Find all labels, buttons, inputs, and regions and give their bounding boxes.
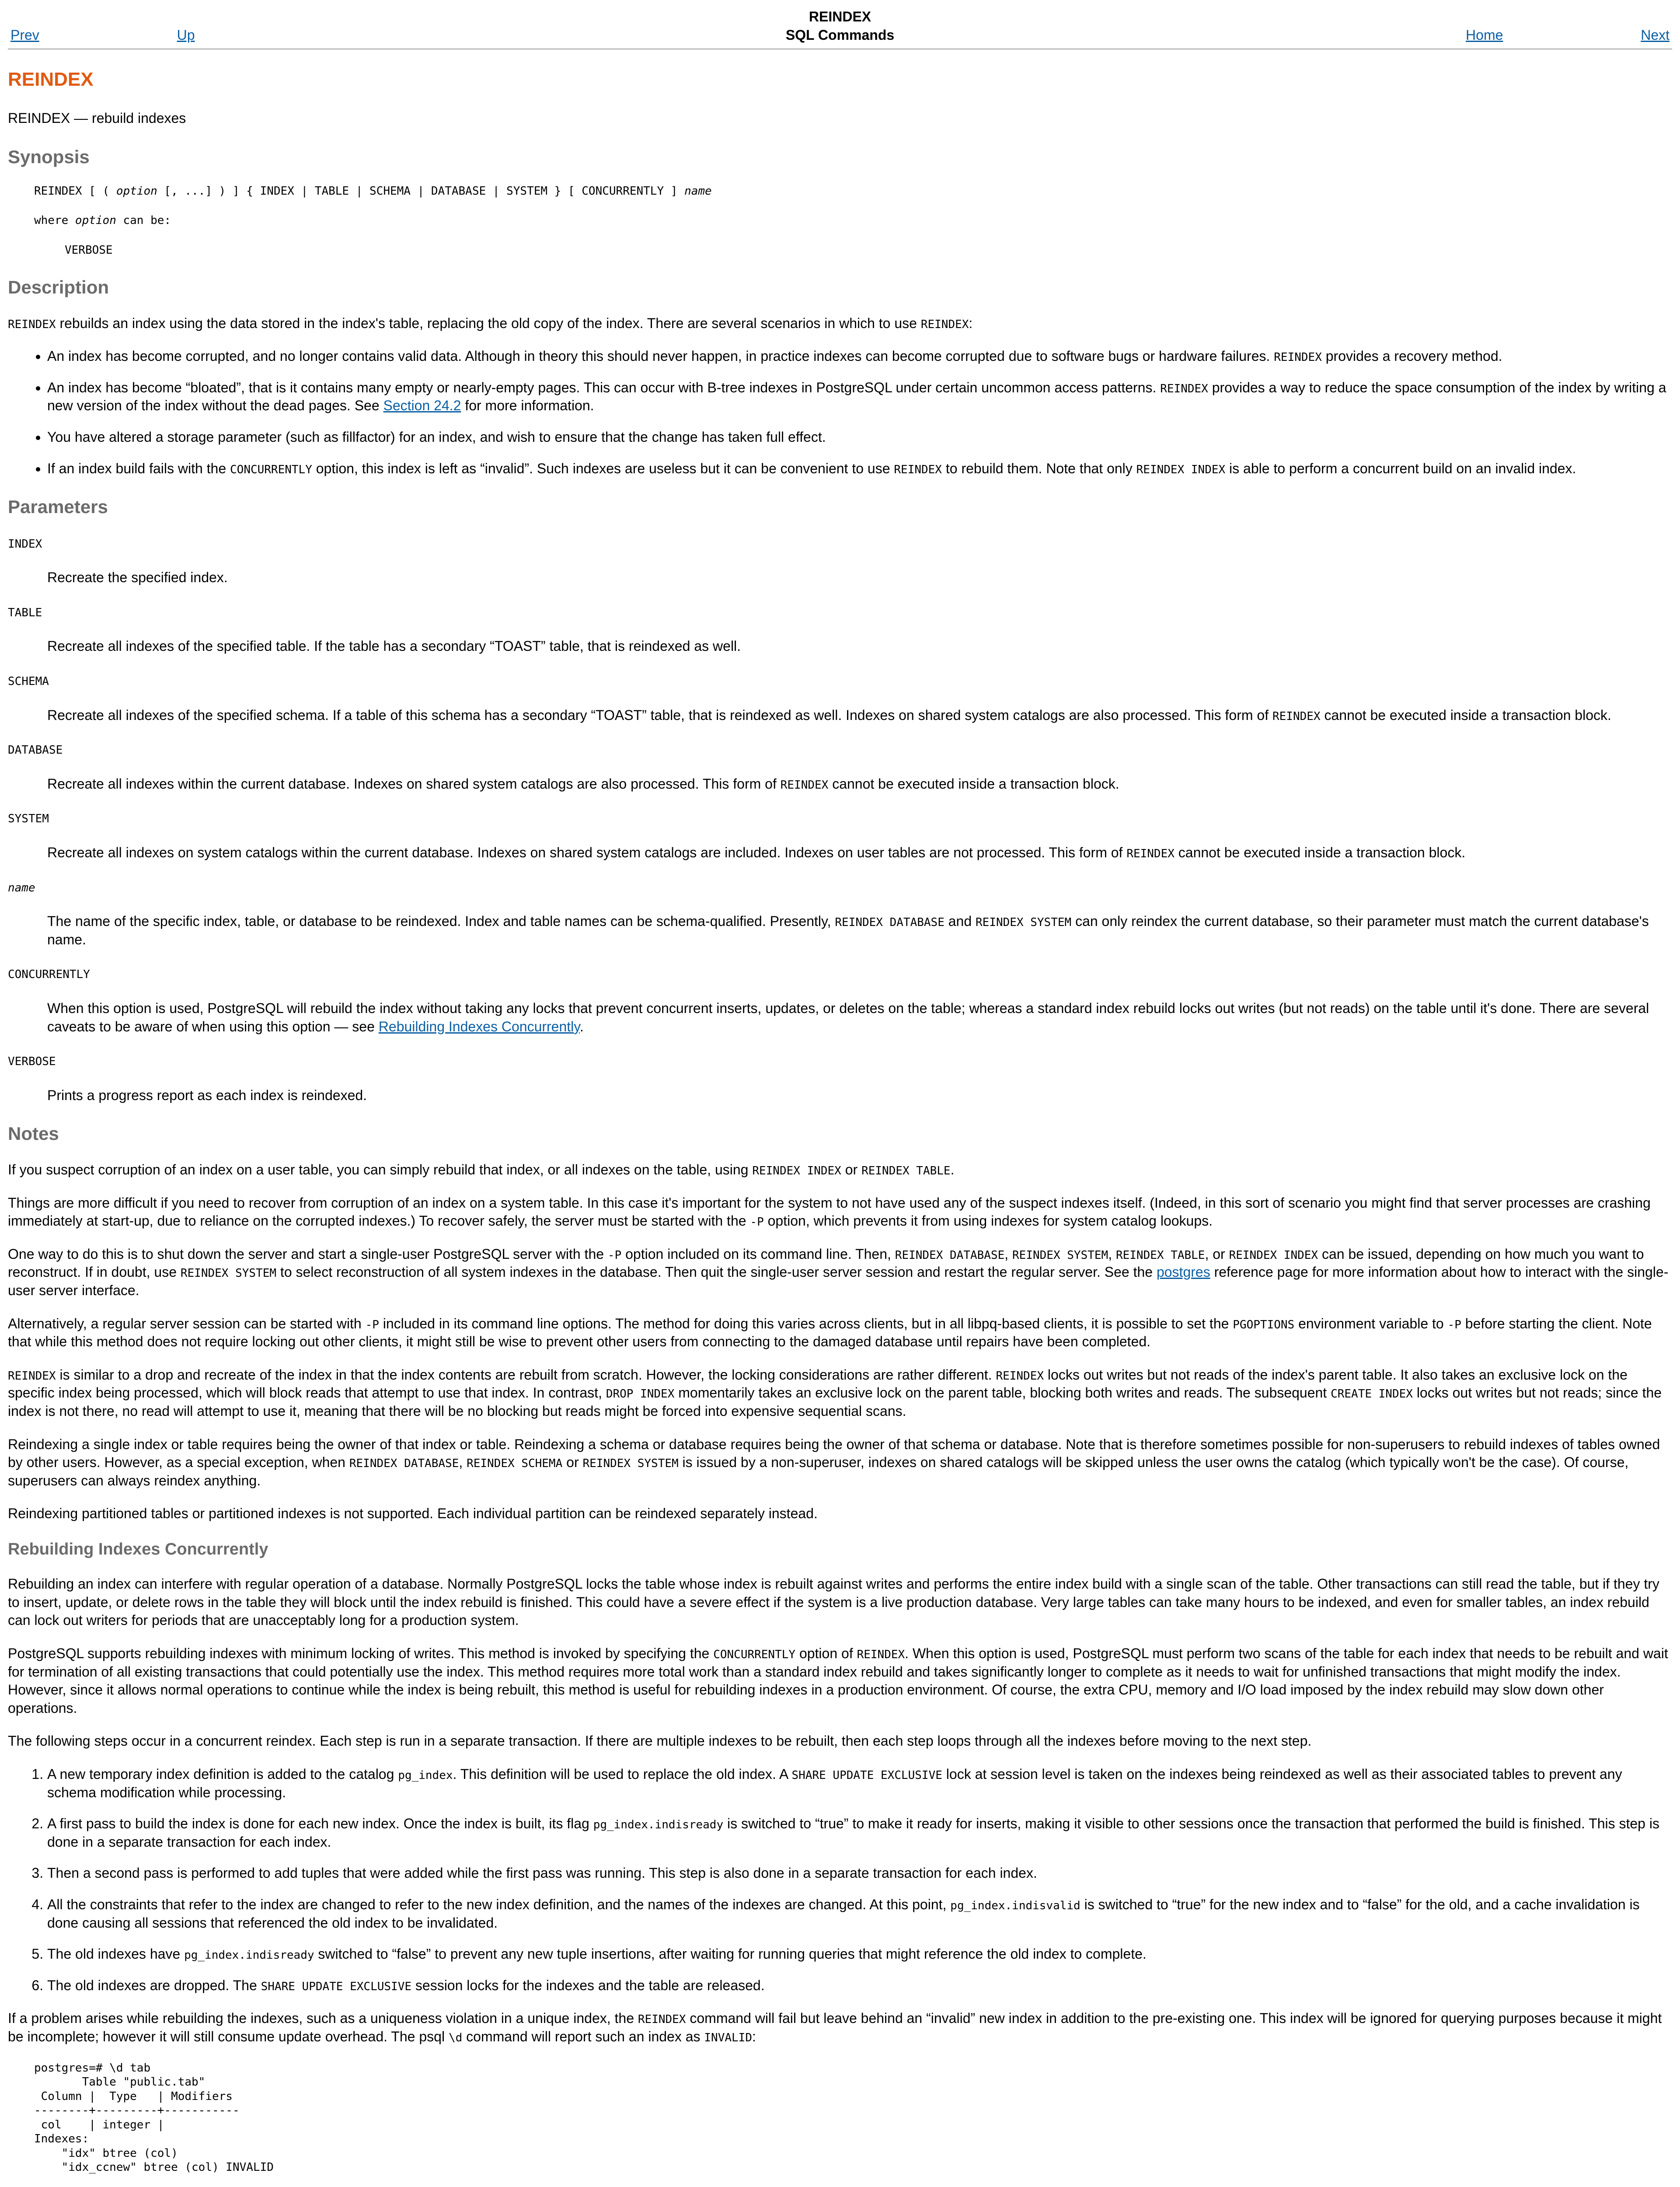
- synopsis-line: REINDEX [ ( option [, ...] ) ] { INDEX | TABLE | SCHEMA | DATABASE | SYSTEM } [ CONCURRENTLY ] name: [34, 184, 712, 198]
- param-desc-table: Recreate all indexes of the specified table. If the table has a secondary “TOAST” table, that is reindexed as well.: [47, 638, 741, 654]
- scenario-list: [8, 347, 1672, 478]
- param-term-system: SYSTEM: [8, 812, 49, 826]
- refname: REINDEX — rebuild indexes: [8, 110, 186, 126]
- concurrent-paragraph: PostgreSQL supports rebuilding indexes with minimum locking of writes. This method is invoked by specifying the CONCURRENTLY option of REINDEX. When this option is used, PostgreSQL must perform two scans of the table for each index that needs to be rebuilt and wait for termination of all existing transactions that could potentially use the index. This method requires more total work than a standard index rebuild and takes significantly longer to complete as it needs to wait for unfinished transactions that might modify the index. However, since it allows normal operations to continue while the index is being rebuilt, this method is useful for rebuilding indexes in a production environment. Of course, the extra CPU, memory and I/O load imposed by the index rebuild may slow down other operations.: [8, 1645, 1668, 1716]
- concurrent-paragraph: The following steps occur in a concurrent reindex. Each step is run in a separate transaction. If there are multiple indexes to be rebuilt, then each step loops through all the indexes before moving to the next step.: [8, 1733, 1312, 1749]
- description-intro: REINDEX rebuilds an index using the data stored in the index's table, replacing the old copy of the index. There are several scenarios in which to use REINDEX:: [8, 315, 973, 331]
- param-desc-database: Recreate all indexes within the current database. Indexes on shared system catalogs are also processed. This form of REINDEX cannot be executed inside a transaction block.: [47, 776, 1119, 792]
- notes-paragraph: Alternatively, a regular server session can be started with -P included in its command line options. The method for doing this varies across clients, but in all libpq-based clients, it is possible to set the PGOPTIONS environment variable to -P before starting the client. Note that while this method does not require locking out other clients, it might still be wise to prevent other users from connecting to the damaged database until repairs have been completed.: [8, 1315, 1652, 1350]
- section-24-2-link[interactable]: Section 24.2: [383, 398, 461, 414]
- param-desc-name: The name of the specific index, table, or database to be reindexed. Index and table names can be schema-qualified. Presently, REINDEX DATABASE and REINDEX SYSTEM can only reindex the current database, so their parameter must match the current database's name.: [47, 913, 1649, 947]
- param-desc-schema: Recreate all indexes of the specified schema. If a table of this schema has a secondary “TOAST” table, that is reindexed as well. Indexes on shared system catalogs are also processed. This form of REINDEX cannot be executed inside a transaction block.: [47, 707, 1611, 723]
- notes-paragraph: Reindexing partitioned tables or partitioned indexes is not supported. Each individual partition can be reindexed separately instead.: [8, 1506, 818, 1522]
- page-title: REINDEX: [8, 69, 94, 91]
- list-item: • If an index build fails with the CONCURRENTLY option, this index is left as “invalid”. Such indexes are useless but it can be convenient to use REINDEX to rebuild them. Note that only REINDEX INDEX is able to perform a concurrent build on an invalid index.: [47, 460, 1672, 478]
- list-item: 3. Then a second pass is performed to add tuples that were added while the first pass was running. This step is also done in a separate transaction for each index.: [47, 1864, 1672, 1883]
- param-desc-concurrently: When this option is used, PostgreSQL will rebuild the index without taking any locks that prevent concurrent inserts, updates, or deletes on the table; whereas a standard index rebuild locks out writes (but not reads) on the table until it's done. There are several caveats to be aware of when using this option — see Rebuilding Indexes Concurrently.: [47, 1000, 1649, 1034]
- param-term-schema: SCHEMA: [8, 675, 49, 688]
- parameters-heading: Parameters: [8, 496, 108, 517]
- synopsis-block: [34, 184, 1672, 258]
- param-term-table: TABLE: [8, 606, 42, 619]
- notes-paragraph: If you suspect corruption of an index on a user table, you can simply rebuild that index, or all indexes on the table, using REINDEX INDEX or REINDEX TABLE.: [8, 1161, 955, 1177]
- prev-link[interactable]: Prev: [10, 27, 39, 43]
- next-link[interactable]: Next: [1641, 27, 1670, 43]
- synopsis-verbose: VERBOSE: [65, 244, 113, 257]
- param-term-database: DATABASE: [8, 744, 63, 757]
- concurrent-paragraph: If a problem arises while rebuilding the indexes, such as a uniqueness violation in a unique index, the REINDEX command will fail but leave behind an “invalid” new index in addition to the pre-existing one. This index will be ignored for querying purposes because it might be incomplete; however it will still consume update overhead. The psql \d command will report such an index as INVALID:: [8, 2010, 1662, 2044]
- header-subtitle: SQL Commands: [785, 27, 895, 43]
- notes-paragraph: Reindexing a single index or table requires being the owner of that index or table. Reindexing a schema or database requires being the owner of that schema or database. Note that is therefore sometimes possible for non-superusers to rebuild indexes of tables owned by other users. However, as a special exception, when REINDEX DATABASE, REINDEX SCHEMA or REINDEX SYSTEM is issued by a non-superuser, indexes on shared catalogs will be skipped unless the user owns the catalog (which typically won't be the case). Of course, superusers can always reindex anything.: [8, 1436, 1660, 1488]
- notes-paragraph: One way to do this is to shut down the server and start a single-user PostgreSQL server with the -P option included on its command line. Then, REINDEX DATABASE, REINDEX SYSTEM, REINDEX TABLE, or REINDEX INDEX can be issued, depending on how much you want to reconstruct. If in doubt, use REINDEX SYSTEM to select reconstruction of all system indexes in the database. Then quit the single-user server session and restart the regular server. See the postgres reference page for more information about how to interact with the single-user server interface.: [8, 1246, 1669, 1298]
- list-item: 4. All the constraints that refer to the index are changed to refer to the new index definition, and the names of the indexes are changed. At this point, pg_index.indisvalid is switched to “true” for the new index and to “false” for the old, and a cache invalidation is done causing all sessions that referenced the old index to be invalidated.: [47, 1896, 1672, 1932]
- list-item: 6. The old indexes are dropped. The SHARE UPDATE EXCLUSIVE session locks for the indexes and the table are released.: [47, 1977, 1672, 1995]
- synopsis-where: where option can be:: [34, 214, 171, 227]
- param-term-name: name: [8, 881, 35, 894]
- rebuilding-concurrently-link[interactable]: Rebuilding Indexes Concurrently: [378, 1018, 580, 1034]
- top-navigation: [8, 8, 1672, 44]
- description-heading: Description: [8, 276, 109, 297]
- notes-paragraph: REINDEX is similar to a drop and recreate of the index in that the index contents are rebuilt from scratch. However, the locking considerations are rather different. REINDEX locks out writes but not reads of the index's parent table. It also takes an exclusive lock on the specific index being processed, which will block reads that attempt to use that index. In contrast, DROP INDEX momentarily takes an exclusive lock on the parent table, blocking both writes and reads. The subsequent CREATE INDEX locks out writes but not reads; since the index is not there, no read will attempt to use it, meaning that there will be no blocking but reads might be forced into expensive sequential scans.: [8, 1366, 1662, 1419]
- param-desc-verbose: Prints a progress report as each index is reindexed.: [47, 1087, 367, 1103]
- concurrent-heading: Rebuilding Indexes Concurrently: [8, 1540, 268, 1558]
- up-link[interactable]: Up: [177, 27, 195, 43]
- concurrent-steps: [8, 1765, 1672, 1995]
- synopsis-heading: Synopsis: [8, 146, 90, 167]
- list-item: 5. The old indexes have pg_index.indisready switched to “false” to prevent any new tuple insertions, after waiting for running queries that might reference the old index to complete.: [47, 1945, 1672, 1963]
- home-link[interactable]: Home: [1466, 27, 1503, 43]
- psql-output-block: postgres=# \d tab Table "public.tab" Column | Type | Modifiers --------+---------+----------- col | integer | Indexes: "idx" btree (col) "idx_ccnew" btree (col) INVALID: [34, 2061, 274, 2174]
- postgres-link[interactable]: postgres: [1156, 1264, 1210, 1280]
- list-item: 2. A first pass to build the index is done for each new index. Once the index is built, its flag pg_index.indisready is switched to “true” to make it ready for inserts, making it visible to other sessions once the transaction that performed the build is finished. This step is done in a separate transaction for each index.: [47, 1815, 1672, 1851]
- parameter-list: [8, 534, 1672, 1105]
- param-desc-index: Recreate the specified index.: [47, 569, 228, 586]
- notes-paragraph: Things are more difficult if you need to recover from corruption of an index on a system table. In this case it's important for the system to not have used any of the suspect indexes itself. (Indeed, in this sort of scenario you might find that server processes are crashing immediately at start-up, due to reliance on the corrupted indexes.) To recover safely, the server must be started with the -P option, which prevents it from using indexes for system catalog lookups.: [8, 1195, 1651, 1229]
- param-desc-system: Recreate all indexes on system catalogs within the current database. Indexes on shared system catalogs are included. Indexes on user tables are not processed. This form of REINDEX cannot be executed inside a transaction block.: [47, 845, 1466, 861]
- concurrent-paragraph: Rebuilding an index can interfere with regular operation of a database. Normally PostgreSQL locks the table whose index is rebuilt against writes and performs the entire index build with a single scan of the table. Other transactions can still read the table, but if they try to insert, update, or delete rows in the table they will block until the index rebuild is finished. This could have a severe effect if the system is a live production database. Very large tables can take many hours to be indexed, and even for smaller tables, an index rebuild can lock out writers for periods that are unacceptably long for a production system.: [8, 1576, 1659, 1628]
- param-term-index: INDEX: [8, 537, 42, 551]
- list-item: • An index has become “bloated”, that is it contains many empty or nearly-empty pages. This can occur with B-tree indexes in PostgreSQL under certain uncommon access patterns. REINDEX provides a way to reduce the space consumption of the index by writing a new version of the index without the dead pages. See Section 24.2 for more information.: [47, 379, 1672, 415]
- header-title: REINDEX: [809, 9, 871, 24]
- list-item: • An index has become corrupted, and no longer contains valid data. Although in theory this should never happen, in practice indexes can become corrupted due to software bugs or hardware failures. REINDEX provides a recovery method.: [47, 347, 1672, 366]
- list-item: • You have altered a storage parameter (such as fillfactor) for an index, and wish to ensure that the change has taken full effect.: [47, 428, 1672, 447]
- list-item: 1. A new temporary index definition is added to the catalog pg_index. This definition will be used to replace the old index. A SHARE UPDATE EXCLUSIVE lock at session level is taken on the indexes being reindexed as well as their associated tables to prevent any schema modification while processing.: [47, 1765, 1672, 1802]
- param-term-concurrently: CONCURRENTLY: [8, 968, 90, 982]
- notes-heading: Notes: [8, 1123, 59, 1144]
- param-term-verbose: VERBOSE: [8, 1055, 56, 1069]
